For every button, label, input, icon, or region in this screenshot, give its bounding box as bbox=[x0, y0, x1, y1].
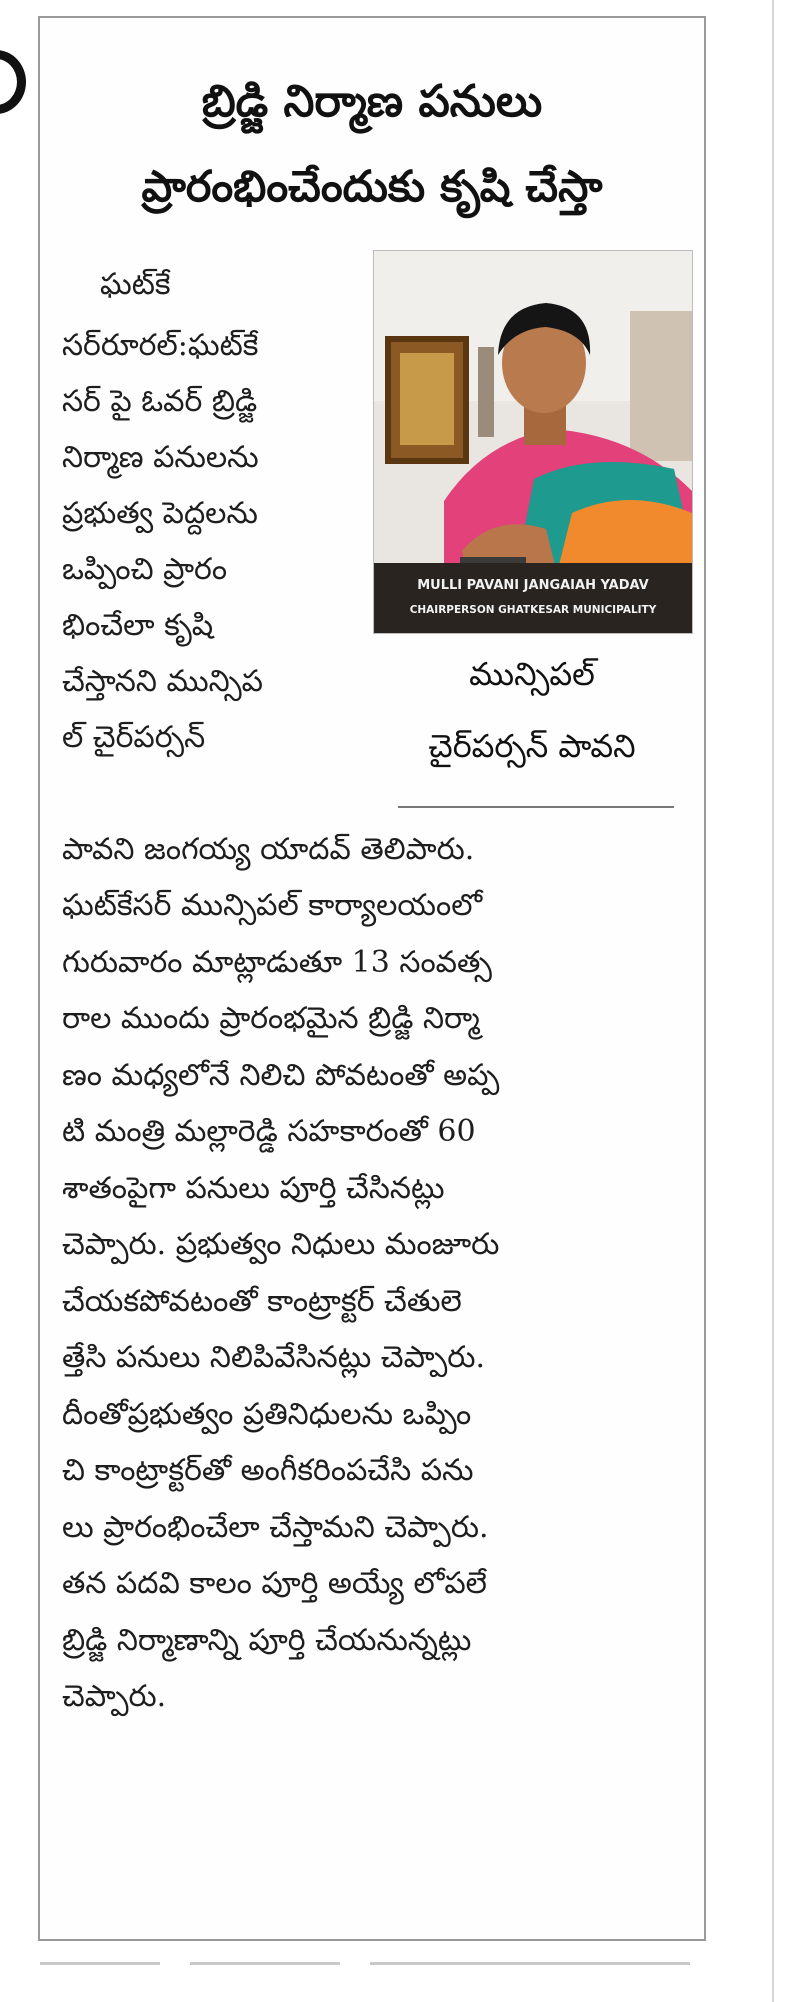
body-line: చెప్పారు. ప్రభుత్వం నిధులు మంజూరు bbox=[62, 1227, 500, 1262]
cut-edge-mark bbox=[40, 1962, 160, 1965]
body-line: రాల ముందు ప్రారంభమైన బ్రిడ్జి నిర్మా bbox=[62, 1001, 480, 1036]
dateline: ఘట్‌కే bbox=[100, 267, 171, 302]
column-line: చేస్తానని మున్సిప bbox=[62, 664, 263, 699]
body-line: పావని జంగయ్య యాదవ్ తెలిపారు. bbox=[62, 832, 475, 867]
column-line: సర్ పై ఓవర్ బ్రిడ్జి bbox=[62, 384, 258, 419]
body-line: తన పదవి కాలం పూర్తి అయ్యే లోపలే bbox=[62, 1566, 487, 1601]
portrait-illustration bbox=[374, 251, 692, 633]
nameplate-line-1: MULLI PAVANI JANGAIAH YADAV bbox=[417, 578, 649, 593]
cut-edge-mark bbox=[370, 1962, 690, 1965]
cut-edge-mark bbox=[190, 1962, 340, 1965]
headline-line-2: ప్రారంభించేందుకు కృషి చేస్తా bbox=[141, 162, 603, 212]
column-line: నిర్మాణ పనులను bbox=[62, 440, 259, 475]
body-line: బ్రిడ్జి నిర్మాణాన్ని పూర్తి చేయనున్నట్లు bbox=[62, 1623, 472, 1658]
column-line: ల్ చైర్‌పర్సన్ bbox=[62, 720, 206, 755]
photo-caption-line-1: మున్సిపల్ bbox=[469, 655, 595, 693]
page-edge-divider bbox=[772, 0, 774, 2002]
column-line: భించేలా కృషి bbox=[62, 608, 214, 643]
chairperson-photo bbox=[373, 250, 693, 634]
photo-caption-line-2: చైర్‌పర్సన్ పావని bbox=[428, 727, 636, 765]
body-line: టి మంత్రి మల్లారెడ్డి సహకారంతో 60 bbox=[62, 1114, 476, 1149]
body-line: ఘట్‌కేసర్ మున్సిపల్ కార్యాలయంలో bbox=[62, 888, 483, 923]
caption-divider bbox=[398, 806, 674, 808]
column-line: ఒప్పించి ప్రారం bbox=[62, 552, 228, 587]
newspaper-clipping bbox=[38, 16, 706, 1941]
body-line: చేయకపోవటంతో కాంట్రాక్టర్ చేతులె bbox=[62, 1284, 462, 1319]
column-line: ప్రభుత్వ పెద్దలను bbox=[62, 496, 258, 531]
body-line: చి కాంట్రాక్టర్‌తో అంగీకరింపచేసి పను bbox=[62, 1453, 474, 1488]
headline-line-1: బ్రిడ్జి నిర్మాణ పనులు bbox=[201, 76, 543, 127]
adjacent-column-fragment bbox=[0, 50, 26, 114]
body-line: దీంతోప్రభుత్వం ప్రతినిధులను ఒప్పిం bbox=[62, 1397, 472, 1432]
body-line: లు ప్రారంభించేలా చేస్తామని చెప్పారు. bbox=[62, 1510, 489, 1545]
body-line: శాతంపైగా పనులు పూర్తి చేసినట్లు bbox=[62, 1171, 445, 1206]
column-line: సర్‌రూరల్‌:ఘట్‌కే bbox=[62, 328, 259, 363]
nameplate-line-2: CHAIRPERSON GHATKESAR MUNICIPALITY bbox=[409, 604, 657, 616]
body-line: గురువారం మాట్లాడుతూ 13 సంవత్స bbox=[62, 945, 492, 980]
body-line: ణం మధ్యలోనే నిలిచి పోవటంతో అప్ప bbox=[62, 1058, 500, 1093]
body-line: చెప్పారు. bbox=[62, 1679, 167, 1714]
body-line: త్తేసి పనులు నిలిపివేసినట్లు చెప్పారు. bbox=[62, 1340, 486, 1375]
